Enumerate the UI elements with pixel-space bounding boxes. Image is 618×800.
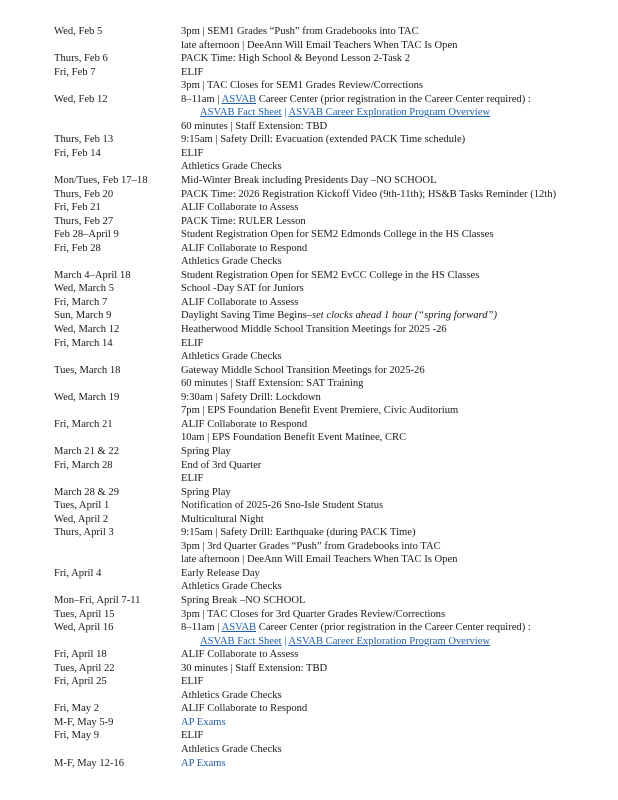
event-text: Athletics Grade Checks [181,689,282,701]
calendar-row [54,621,610,635]
row-event [181,635,610,649]
event-text: ELIF [181,66,204,78]
row-event [181,621,610,635]
calendar-row [54,472,610,486]
row-date: Fri, March 14 [54,337,113,349]
calendar-row [54,133,610,147]
row-date: Tues, April 15 [54,608,115,620]
event-text: Athletics Grade Checks [181,581,282,593]
calendar-row [54,93,610,107]
row-date: Fri, Feb 21 [54,202,101,214]
event-text: Spring Play [181,486,231,498]
row-date: Thurs, Feb 13 [54,134,114,146]
row-event [181,350,610,364]
event-text: | [281,635,289,647]
row-event [181,242,610,256]
row-date: March 4–April 18 [54,269,131,281]
row-date: Tues, March 18 [54,364,121,376]
row-event [181,445,610,459]
row-event [181,147,610,161]
event-text: 60 minutes | Staff Extension: TBD [181,120,328,132]
calendar-row [54,716,610,730]
row-date: Wed, March 12 [54,324,120,336]
calendar-row [54,296,610,310]
calendar-row [54,309,610,323]
calendar-row [54,66,610,80]
row-event [181,540,610,554]
row-event [181,431,610,445]
calendar-row [54,120,610,134]
event-link[interactable]: ASVAB [221,93,257,105]
event-link[interactable]: ASVAB Fact Sheet [200,635,282,647]
event-text: Multicultural Night [181,513,264,525]
row-date [54,255,181,269]
event-text: Career Center (prior registration in the Career Center required) : [256,622,531,634]
row-event [181,689,610,703]
row-event [181,716,610,730]
row-date [54,404,181,418]
row-date: Fri, March 7 [54,296,108,308]
calendar-row [54,648,610,662]
event-link[interactable]: ASVAB Fact Sheet [200,107,282,119]
event-text: AP Exams [181,716,226,728]
event-text: ALIF Collaborate to Respond [181,242,308,254]
row-date [54,635,181,649]
event-text: Athletics Grade Checks [181,743,282,755]
calendar-row [54,377,610,391]
calendar-row [54,255,610,269]
event-text: Early Release Day [181,567,260,579]
row-date: Fri, March 21 [54,418,113,430]
row-event [181,499,610,513]
row-date: Wed, April 2 [54,513,109,525]
calendar-row [54,418,610,432]
event-text: Daylight Saving Time Begins– [181,310,312,322]
event-text: End of 3rd Quarter [181,459,262,471]
calendar-row [54,25,610,39]
event-text: Mid-Winter Break including Presidents Day –NO SCHOOL [181,175,437,187]
row-date: Fri, March 28 [54,459,113,471]
event-link[interactable]: ASVAB [221,622,257,634]
row-date [54,743,181,757]
row-date [54,120,181,134]
row-date [54,39,181,53]
event-text: late afternoon | DeeAnn Will Email Teachers When TAC Is Open [181,554,458,566]
event-link[interactable]: ASVAB Career Exploration Program Overview [288,107,491,119]
event-text: 8–11am | [181,622,222,634]
event-text: 3pm | TAC Closes for 3rd Quarter Grades Review/Corrections [181,608,446,620]
row-date [54,540,181,554]
row-event [181,526,610,540]
row-date [54,580,181,594]
calendar-row [54,540,610,554]
calendar-row [54,174,610,188]
row-date: Fri, Feb 14 [54,147,101,159]
row-date: Thurs, Feb 6 [54,53,108,65]
event-text: Athletics Grade Checks [181,256,282,268]
calendar-row [54,215,610,229]
calendar-row [54,391,610,405]
event-text: set clocks ahead 1 hour (“spring forward”) [311,310,497,322]
event-text: ELIF [181,147,204,159]
row-event [181,25,610,39]
row-event [181,648,610,662]
calendar-row [54,228,610,242]
row-date: Thurs, April 3 [54,527,114,539]
row-date: Fri, May 2 [54,703,100,715]
row-event [181,201,610,215]
row-date: Tues, April 22 [54,662,115,674]
row-date: Wed, Feb 12 [54,93,108,105]
row-event [181,174,610,188]
calendar-row [54,729,610,743]
row-event [181,309,610,323]
row-date [54,472,181,486]
event-text: ALIF Collaborate to Respond [181,418,308,430]
row-event [181,160,610,174]
row-event [181,513,610,527]
row-date: Fri, Feb 28 [54,242,101,254]
row-event [181,215,610,229]
row-date [54,377,181,391]
calendar-row [54,526,610,540]
event-text: 9:30am | Safety Drill: Lockdown [181,391,321,403]
row-date: Fri, April 25 [54,676,107,688]
row-date: Fri, May 9 [54,730,100,742]
calendar-row [54,52,610,66]
row-date: Tues, April 1 [54,500,110,512]
calendar-row [54,350,610,364]
row-event [181,52,610,66]
row-event [181,188,610,202]
row-date: Wed, March 5 [54,283,115,295]
calendar-row [54,608,610,622]
row-event [181,66,610,80]
event-text: 9:15am | Safety Drill: Earthquake (during PACK Time) [181,527,416,539]
row-event [181,472,610,486]
row-date: Wed, April 16 [54,622,114,634]
calendar-row [54,323,610,337]
event-text: 8–11am | [181,93,222,105]
row-date: M-F, May 5-9 [54,716,114,728]
calendar-row [54,147,610,161]
calendar-row [54,188,610,202]
calendar-row [54,580,610,594]
event-text: 60 minutes | Staff Extension: SAT Training [181,378,364,390]
calendar-row [54,553,610,567]
event-text: Career Center (prior registration in the Career Center required) : [256,93,531,105]
row-date: Thurs, Feb 27 [54,215,114,227]
calendar-row [54,106,610,120]
event-text: ELIF [181,337,204,349]
calendar-row [54,337,610,351]
calendar-row [54,269,610,283]
row-event [181,743,610,757]
row-date: Fri, Feb 7 [54,66,96,78]
row-event [181,39,610,53]
calendar-row [54,689,610,703]
event-text: ALIF Collaborate to Assess [181,649,299,661]
calendar-row [54,567,610,581]
row-event [181,133,610,147]
row-date: Mon–Fri, April 7-11 [54,594,141,606]
row-date: Wed, Feb 5 [54,26,103,37]
event-text: ELIF [181,730,204,742]
event-text: PACK Time: High School & Beyond Lesson 2-Task 2 [181,53,411,65]
event-text: Athletics Grade Checks [181,161,282,173]
row-date: Fri, April 4 [54,567,102,579]
event-text: Gateway Middle School Transition Meetings for 2025-26 [181,364,425,376]
row-date [54,350,181,364]
calendar-row [54,459,610,473]
calendar-row [54,431,610,445]
row-event [181,337,610,351]
row-event [181,323,610,337]
row-date: Mon/Tues, Feb 17–18 [54,175,148,187]
row-date: Fri, April 18 [54,649,107,661]
event-text: ALIF Collaborate to Assess [181,202,299,214]
row-event [181,418,610,432]
row-date [54,106,181,120]
row-event [181,391,610,405]
row-event [181,377,610,391]
event-text: Athletics Grade Checks [181,351,282,363]
row-event [181,459,610,473]
row-date: Wed, March 19 [54,391,120,403]
row-date [54,160,181,174]
row-event [181,79,610,93]
row-event [181,404,610,418]
event-text: AP Exams [181,757,226,769]
calendar-row [54,160,610,174]
event-text: 9:15am | Safety Drill: Evacuation (extended PACK Time schedule) [181,134,466,146]
row-event [181,106,610,120]
calendar-row [54,364,610,378]
row-event [181,675,610,689]
event-text: Spring Play [181,445,231,457]
row-date: Feb 28–April 9 [54,229,119,241]
calendar-list [54,25,610,770]
event-text: ALIF Collaborate to Respond [181,703,308,715]
calendar-row [54,635,610,649]
calendar-row [54,743,610,757]
event-text: Student Registration Open for SEM2 EvCC College in the HS Classes [181,269,480,281]
calendar-row [54,486,610,500]
calendar-row [54,513,610,527]
calendar-row [54,702,610,716]
event-text: 3pm | TAC Closes for SEM1 Grades Review/Corrections [181,80,424,92]
event-text: 30 minutes | Staff Extension: TBD [181,662,328,674]
event-text: Spring Break –NO SCHOOL [181,594,306,606]
calendar-row [54,79,610,93]
event-text: ALIF Collaborate to Assess [181,296,299,308]
row-date: March 28 & 29 [54,486,120,498]
row-event [181,729,610,743]
event-text: ELIF [181,473,204,485]
event-text: ELIF [181,676,204,688]
row-event [181,282,610,296]
calendar-row [54,662,610,676]
row-date [54,553,181,567]
row-event [181,296,610,310]
row-date: March 21 & 22 [54,445,120,457]
calendar-row [54,675,610,689]
calendar-row [54,282,610,296]
calendar-row [54,201,610,215]
row-event [181,580,610,594]
row-event [181,269,610,283]
calendar-row [54,445,610,459]
calendar-row [54,242,610,256]
event-link[interactable]: ASVAB Career Exploration Program Overview [288,635,491,647]
row-event [181,702,610,716]
row-event [181,486,610,500]
row-event [181,567,610,581]
row-date [54,431,181,445]
row-event [181,255,610,269]
row-date [54,79,181,93]
calendar-row [54,499,610,513]
row-date: Sun, March 9 [54,310,112,322]
event-text: 7pm | EPS Foundation Benefit Event Premiere, Civic Auditorium [181,405,459,417]
calendar-row [54,404,610,418]
calendar-row [54,39,610,53]
event-text: 10am | EPS Foundation Benefit Event Matinee, CRC [181,432,407,444]
row-event [181,364,610,378]
event-text: Notification of 2025-26 Sno-Isle Student Status [181,500,384,512]
calendar-row [54,757,610,771]
row-date [54,689,181,703]
row-event [181,662,610,676]
row-date: Thurs, Feb 20 [54,188,114,200]
event-text: PACK Time: RULER Lesson [181,215,306,227]
row-event [181,228,610,242]
row-event [181,757,610,771]
row-event [181,120,610,134]
row-event [181,594,610,608]
event-text: 3pm | SEM1 Grades “Push” from Gradebooks into TAC [181,26,419,37]
row-event [181,93,610,107]
event-text: 3pm | 3rd Quarter Grades “Push” from Gradebooks into TAC [181,540,441,552]
row-event [181,553,610,567]
row-event [181,608,610,622]
event-text: Heatherwood Middle School Transition Meetings for 2025 -26 [181,324,447,336]
row-date: M-F, May 12-16 [54,757,125,769]
event-text: School -Day SAT for Juniors [181,283,304,295]
event-text: PACK Time: 2026 Registration Kickoff Video (9th-11th); HS&B Tasks Reminder (12th) [181,188,557,200]
event-text: | [281,107,289,119]
event-text: Student Registration Open for SEM2 Edmonds College in the HS Classes [181,229,494,241]
event-text: late afternoon | DeeAnn Will Email Teachers When TAC Is Open [181,39,458,51]
calendar-row [54,594,610,608]
